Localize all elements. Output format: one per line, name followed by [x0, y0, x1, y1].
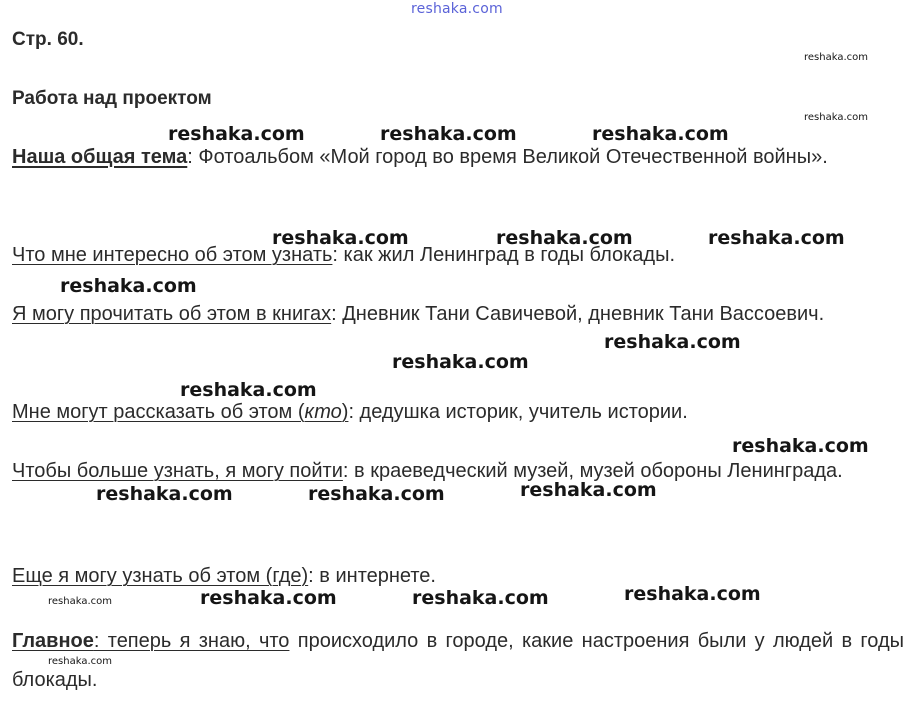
- watermark: reshaka.com: [592, 123, 729, 145]
- tell-label-em: кто: [304, 401, 342, 423]
- where-label: Еще я могу узнать об этом (где): [12, 565, 309, 587]
- watermark: reshaka.com: [380, 123, 517, 145]
- visit-text: в краеведческий музей, музей обороны Ленинграда.: [348, 460, 843, 482]
- watermark: reshaka.com: [168, 123, 305, 145]
- watermark: reshaka.com: [60, 275, 197, 297]
- watermark-small: reshaka.com: [804, 52, 868, 63]
- watermark: reshaka.com: [520, 479, 657, 501]
- watermark: reshaka.com: [732, 435, 869, 457]
- watermark: reshaka.com: [308, 483, 445, 505]
- watermark: reshaka.com: [200, 587, 337, 609]
- top-watermark: reshaka.com: [411, 1, 503, 17]
- books-text: Дневник Тани Савичевой, дневник Тани Вассоевич.: [336, 303, 825, 325]
- interest-text: как жил Ленинград в годы блокады.: [337, 244, 676, 266]
- main-label: Главное: [12, 630, 94, 652]
- watermark: reshaka.com: [496, 227, 633, 249]
- visit-sep: :: [342, 460, 349, 482]
- watermark: reshaka.com: [392, 351, 529, 373]
- main-text: происходило в городе, какие настроения были у людей в годы блокады.: [12, 630, 904, 691]
- books-sep: :: [331, 303, 337, 325]
- watermark-small: reshaka.com: [48, 656, 112, 667]
- topic-text: Фотоальбом «Мой город во время Великой Отечественной войны».: [192, 146, 828, 168]
- watermark-small: reshaka.com: [48, 596, 112, 607]
- watermark: reshaka.com: [272, 227, 409, 249]
- topic-sep: :: [187, 146, 193, 168]
- watermark: reshaka.com: [96, 483, 233, 505]
- watermark: reshaka.com: [604, 331, 741, 353]
- watermark: reshaka.com: [412, 587, 549, 609]
- visit-label: Чтобы больше узнать, я могу пойти: [12, 460, 343, 482]
- main-label-group: [12, 630, 289, 652]
- main-mid: : теперь я знаю, что: [93, 630, 290, 652]
- watermark: reshaka.com: [708, 227, 845, 249]
- watermark-small: reshaka.com: [804, 112, 868, 123]
- tell-label-post: ): [341, 401, 349, 423]
- where-sep: :: [308, 565, 314, 587]
- tell-label-pre: Мне могут рассказать об этом (: [12, 401, 305, 423]
- books-label: Я могу прочитать об этом в книгах: [12, 303, 332, 325]
- interest-sep: :: [332, 244, 338, 266]
- interest-label: Что мне интересно об этом узнать: [12, 244, 333, 266]
- tell-sep: :: [348, 401, 354, 423]
- tell-paragraph: [12, 393, 904, 432]
- watermark: reshaka.com: [624, 583, 761, 605]
- tell-text: дедушка историк, учитель истории.: [354, 401, 688, 423]
- page-number: Стр. 60.: [12, 29, 84, 50]
- watermark: reshaka.com: [180, 379, 317, 401]
- section-title: Работа над проектом: [12, 88, 212, 109]
- main-paragraph: [12, 622, 904, 700]
- books-paragraph: [12, 295, 904, 334]
- where-text: в интернете.: [313, 565, 436, 587]
- tell-label: [12, 401, 348, 423]
- topic-label: Наша общая тема: [12, 146, 188, 168]
